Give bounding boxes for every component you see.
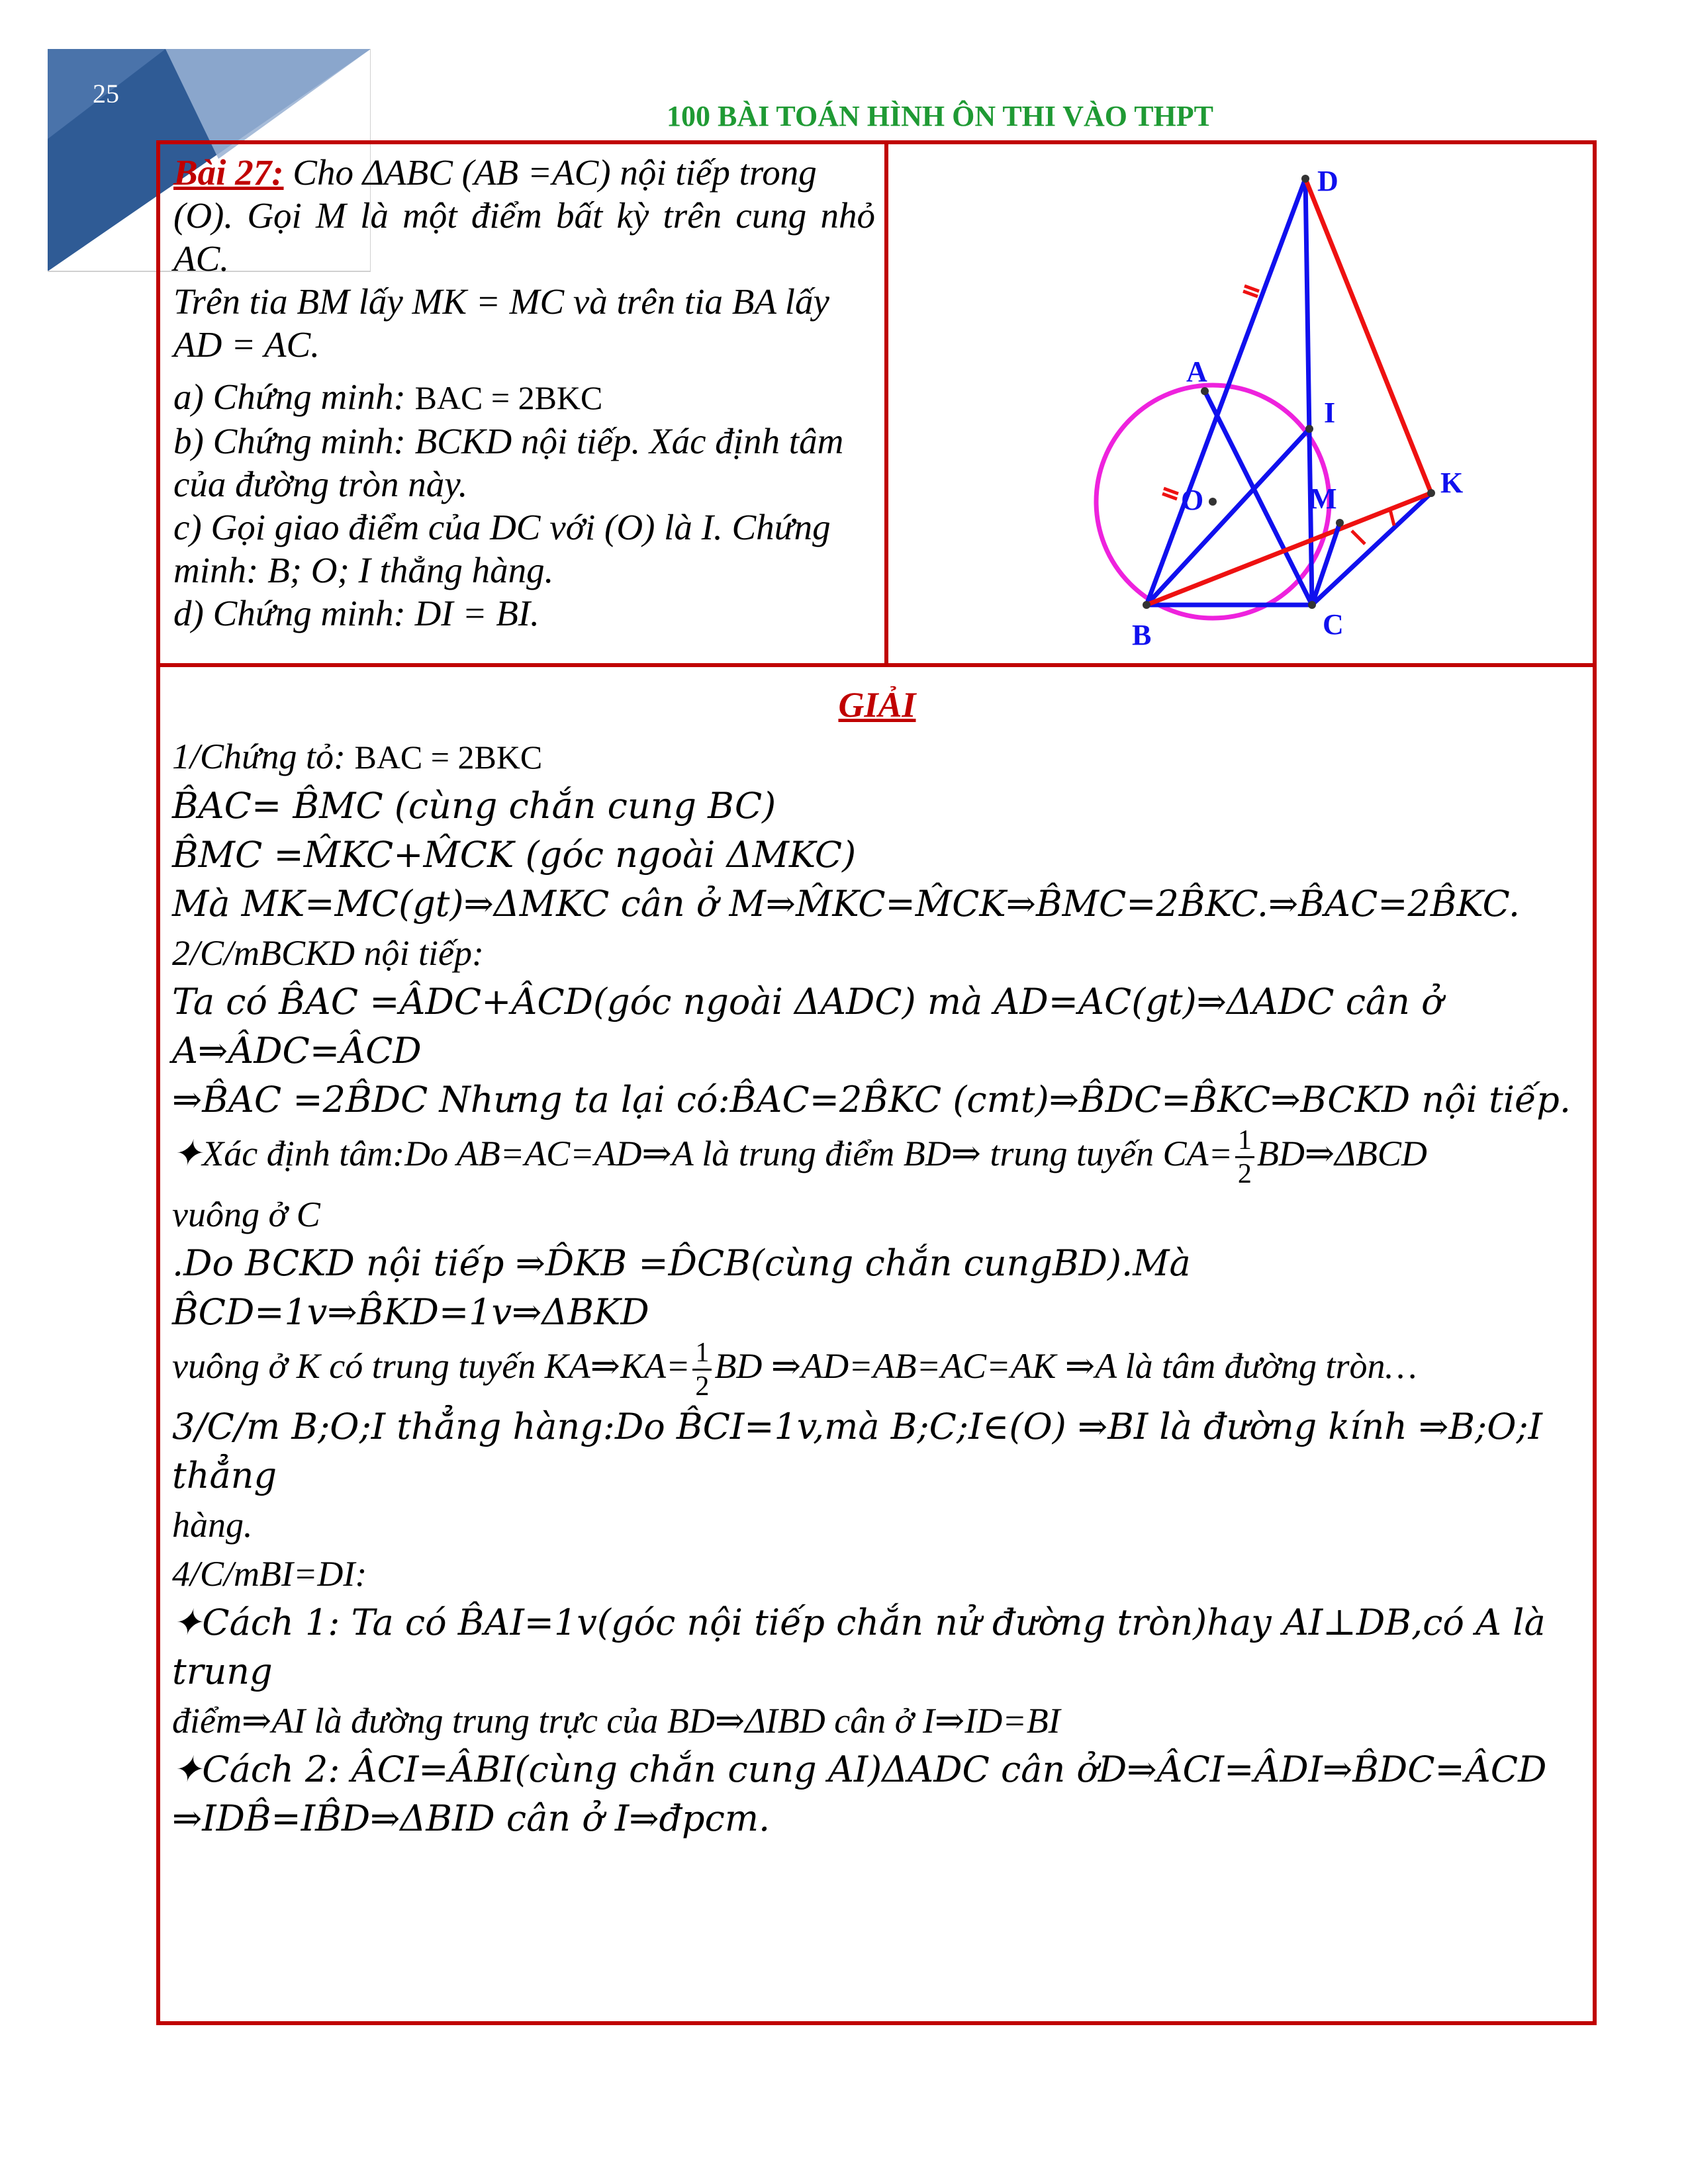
- tick-mark: [1244, 286, 1259, 291]
- point-m: [1336, 519, 1344, 527]
- label-a: A: [1186, 355, 1207, 388]
- problem-label: Bài 27:: [173, 152, 284, 193]
- page-number: 25: [93, 79, 119, 109]
- label-m: M: [1309, 482, 1337, 515]
- solution-section: [172, 680, 1582, 1843]
- solution-line: 2/C/mBCKD nội tiếp:: [172, 933, 484, 973]
- point-d: [1301, 175, 1309, 183]
- question-c: c) Gọi giao điểm của DC với (O) là I. Chứng: [173, 507, 831, 547]
- point-o: [1209, 498, 1217, 506]
- solution-line: Ta có B̂AC =ÂDC+ÂCD(góc ngoài ΔADC) mà AD=AC(gt)⇒ΔADC cân ở A⇒ÂDC=ÂCD: [172, 981, 1443, 1071]
- fraction-one-half: $\frac{1}{2}$: [1235, 1124, 1254, 1190]
- segment-dk: [1305, 179, 1431, 493]
- geometry-figure: [888, 144, 1597, 663]
- question-c-cont: minh: B; O; I thẳng hàng.: [173, 550, 554, 590]
- solution-line: điểm⇒AI là đường trung trực của BD⇒ΔIBD cân ở I⇒ID=BI: [172, 1701, 1060, 1741]
- point-i: [1305, 425, 1313, 433]
- point-c: [1308, 601, 1316, 609]
- tick-mark: [1390, 510, 1394, 525]
- content-frame: [156, 140, 1597, 2025]
- solution-line: B̂AC= B̂MC (cùng chắn cung BC): [172, 785, 776, 827]
- label-i: I: [1324, 396, 1336, 429]
- solution-line: 1/Chứng tỏ:: [172, 737, 355, 776]
- question-d: d) Chứng minh: DI = BI.: [173, 593, 539, 633]
- solution-line: 4/C/mBI=DI:: [172, 1554, 367, 1594]
- fraction-one-half: $\frac{1}{2}$: [692, 1337, 712, 1402]
- question-a-expression: BAC = 2BKC: [414, 379, 603, 416]
- tick-mark: [1162, 494, 1177, 499]
- problem-line: Cho ΔABC (AB =AC) nội tiếp trong: [283, 152, 817, 193]
- solution-expression: BAC = 2BKC: [354, 739, 543, 776]
- label-c: C: [1323, 608, 1344, 641]
- problem-line: Trên tia BM lấy MK = MC và trên tia BA lấy: [173, 281, 829, 322]
- segment-bi: [1147, 429, 1309, 605]
- problem-line: AD = AC.: [173, 324, 320, 365]
- label-d: D: [1317, 165, 1338, 197]
- solution-line: ✦Cách 1: Ta có B̂AI=1v(góc nội tiếp chắn nử đường tròn)hay AI⊥DB,có A là trung: [172, 1602, 1546, 1692]
- solution-line: BD⇒ΔBCD: [1256, 1133, 1427, 1173]
- solution-line: hàng.: [172, 1505, 253, 1545]
- solution-line: ✦Cách 2: ÂCI=ÂBI(cùng chắn cung AI)ΔADC cân ởD⇒ÂCI=ÂDI⇒B̂DC=ÂCD: [172, 1749, 1547, 1790]
- solution-line: ⇒B̂AC =2B̂DC Nhưng ta lại có:B̂AC=2B̂KC (cmt)⇒B̂DC=B̂KC⇒BCKD nội tiếp.: [172, 1079, 1571, 1120]
- label-o: O: [1181, 484, 1204, 516]
- label-k: K: [1440, 467, 1464, 499]
- question-a-label: a) Chứng minh:: [173, 377, 415, 417]
- solution-line: .Do BCKD nội tiếp ⇒D̂KB =D̂CB(cùng chắn cungBD).Mà B̂CD=1v⇒B̂KD=1v⇒ΔBKD: [172, 1242, 1191, 1333]
- question-b: b) Chứng minh: BCKD nội tiếp. Xác định tâm: [173, 421, 844, 461]
- solution-line: ✦Xác định tâm:Do AB=AC=AD⇒A là trung điểm BD⇒ trung tuyến CA=: [172, 1133, 1233, 1173]
- problem-statement: [173, 151, 875, 635]
- solution-line: vuông ở K có trung tuyến KA⇒KA=: [172, 1345, 690, 1386]
- solution-line: BD ⇒AD=AB=AC=AK ⇒A là tâm đường tròn…: [714, 1345, 1417, 1386]
- solution-line: B̂MC =M̂KC+M̂CK (góc ngoài ΔMKC): [172, 834, 857, 876]
- solution-line: vuông ở C: [172, 1195, 320, 1234]
- question-b-cont: của đường tròn này.: [173, 464, 468, 504]
- label-b: B: [1132, 619, 1152, 651]
- solution-title: GIẢI: [838, 685, 916, 725]
- point-a: [1201, 387, 1209, 395]
- solution-line: 3/C/m B;O;I thẳng hàng:Do B̂CI=1v,mà B;C;I∈(O) ⇒BI là đường kính ⇒B;O;I thẳng: [172, 1406, 1543, 1496]
- row-divider: [160, 663, 1593, 667]
- point-k: [1427, 489, 1435, 497]
- point-b: [1143, 601, 1150, 609]
- solution-line: Mà MK=MC(gt)⇒ΔMKC cân ở M⇒M̂KC=M̂CK⇒B̂MC=2B̂KC.⇒B̂AC=2B̂KC.: [172, 883, 1520, 925]
- solution-line: ⇒IDB̂=IB̂D⇒ΔBID cân ở I⇒đpcm.: [172, 1797, 771, 1839]
- tick-mark: [1243, 291, 1258, 296]
- tick-mark: [1164, 488, 1178, 494]
- page-title: 100 BÀI TOÁN HÌNH ÔN THI VÀO THPT: [666, 100, 1213, 132]
- tick-mark: [1352, 531, 1365, 544]
- problem-line: (O). Gọi M là một điểm bất kỳ trên cung nhỏ AC.: [173, 195, 875, 279]
